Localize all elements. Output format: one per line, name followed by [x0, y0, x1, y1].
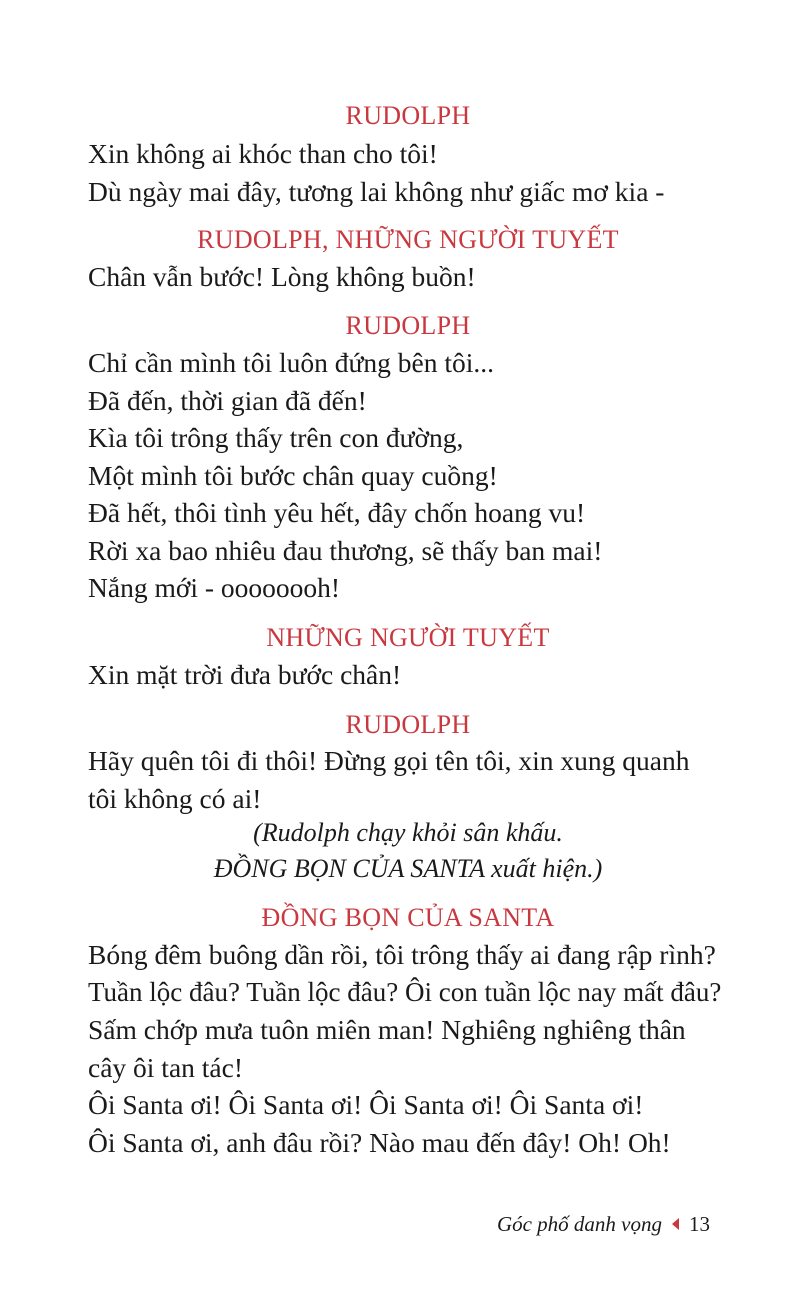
- triangle-marker-icon: [672, 1218, 679, 1230]
- lyric-line: Một mình tôi bước chân quay cuồng!: [88, 459, 498, 491]
- lyric-line: Chân vẫn bước! Lòng không buồn!: [88, 261, 476, 292]
- lyric-line: Tuần lộc đâu? Tuần lộc đâu? Ôi con tuần lộc nay mất đâu?: [88, 976, 722, 1007]
- lyric-line: Hãy quên tôi đi thôi! Đừng gọi tên tôi, xin xung quanh: [88, 745, 690, 776]
- speaker-heading: RUDOLPH: [345, 311, 471, 340]
- speaker-heading: RUDOLPH, NHỮNG NGƯỜI TUYẾT: [197, 225, 619, 254]
- stage-direction-line: (Rudolph chạy khỏi sân khấu.: [253, 818, 563, 847]
- lyric-line: Ôi Santa ơi! Ôi Santa ơi! Ôi Santa ơi! Ôi Santa ơi!: [88, 1089, 644, 1120]
- lyric-line: Xin mặt trời đưa bước chân!: [88, 659, 402, 690]
- lyrics-block: [88, 258, 728, 296]
- lyric-line: Sấm chớp mưa tuôn miên man! Nghiêng nghiêng thân: [88, 1014, 686, 1045]
- lyric-line: Đã đến, thời gian đã đến!: [88, 384, 367, 416]
- lyric-line: Dù ngày mai đây, tương lai không như giấc mơ kia -: [88, 175, 665, 207]
- lyric-line: Chỉ cần mình tôi luôn đứng bên tôi...: [88, 347, 494, 378]
- speaker-heading: RUDOLPH: [345, 101, 471, 130]
- page-footer: [497, 1208, 710, 1240]
- page-number: 13: [689, 1211, 710, 1236]
- stage-direction: [88, 815, 728, 887]
- lyric-line: Kìa tôi trông thấy trên con đường,: [88, 422, 464, 453]
- lyric-line: cây ôi tan tác!: [88, 1051, 243, 1083]
- lyrics-block: [88, 135, 728, 210]
- speaker-heading: ĐỒNG BỌN CỦA SANTA: [261, 903, 555, 932]
- lyrics-block: [88, 742, 728, 817]
- lyric-line: Nắng mới - oooooooh!: [88, 572, 341, 603]
- stage-direction-line: ĐỒNG BỌN CỦA SANTA xuất hiện.): [213, 854, 603, 883]
- lyrics-block: [88, 344, 728, 607]
- speaker-heading: RUDOLPH: [345, 710, 471, 739]
- book-title: Góc phố danh vọng: [496, 1211, 662, 1236]
- lyric-line: Bóng đêm buông dần rồi, tôi trông thấy ai đang rập rình?: [88, 939, 716, 970]
- lyric-line: Rời xa bao nhiêu đau thương, sẽ thấy ban mai!: [88, 534, 603, 566]
- lyric-line: Đã hết, thôi tình yêu hết, đây chốn hoang vu!: [88, 497, 586, 528]
- lyrics-block: [88, 656, 728, 694]
- lyrics-block: [88, 936, 728, 1161]
- lyric-line: tôi không có ai!: [88, 782, 262, 814]
- lyric-line: Ôi Santa ơi, anh đâu rồi? Nào mau đến đây! Oh! Oh!: [88, 1126, 671, 1158]
- lyric-line: Xin không ai khóc than cho tôi!: [88, 138, 438, 169]
- speaker-heading: NHỮNG NGƯỜI TUYẾT: [266, 623, 550, 652]
